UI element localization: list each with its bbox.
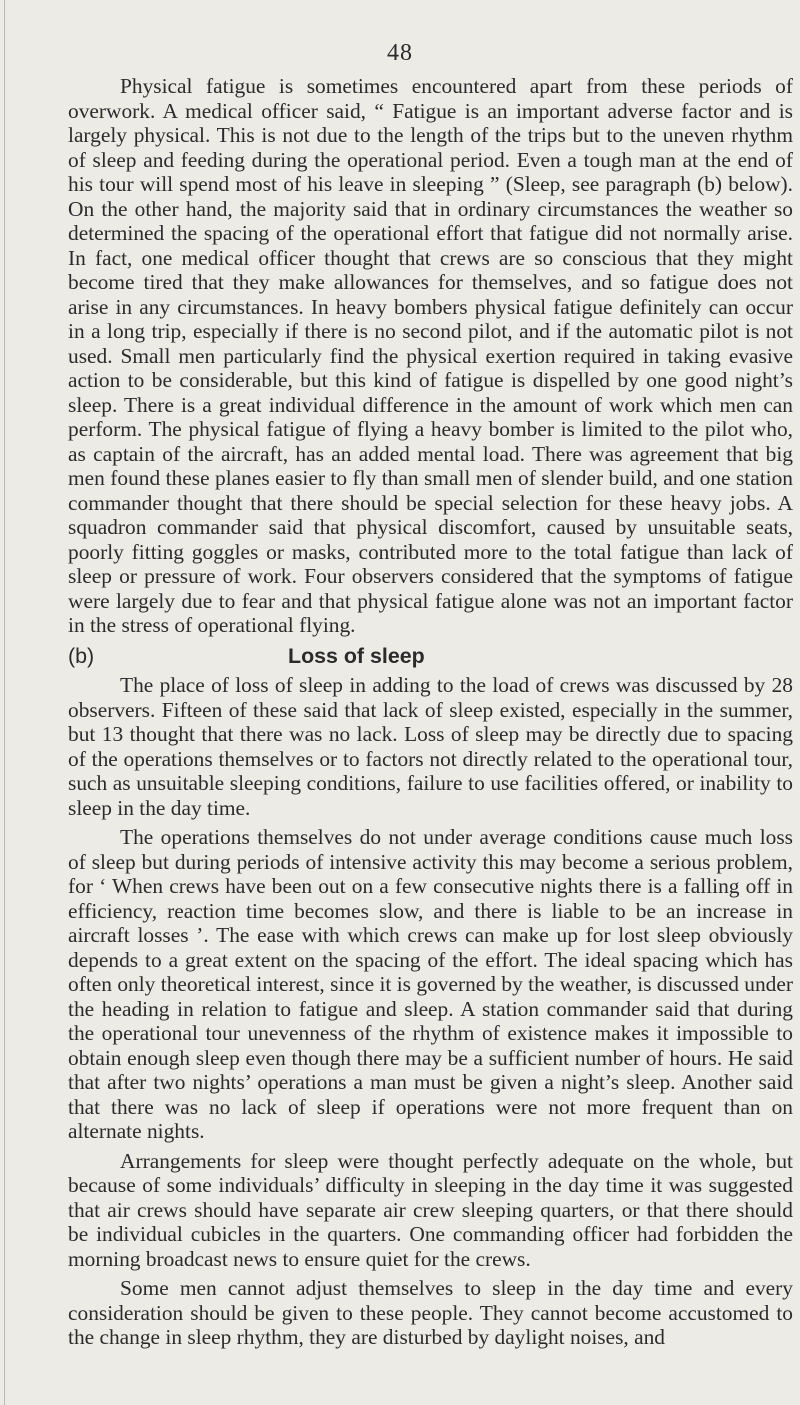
- section-heading-loss-of-sleep: [68, 644, 793, 669]
- paragraph-operations-sleep: The operations themselves do not under average conditions cause much loss of sleep but during periods of intensive activity this may become a serious problem, for ‘ When crews have been out on a few consecutive nights there is a falling off in efficiency, reaction time becomes slow, and there is liable to be an increase in aircraft losses ’. The ease with which crews can make up for lost sleep obviously depends to a great extent on the spacing of the effort. The ideal spacing which has often only theoretical interest, since it is governed by the weather, is discussed under the heading in relation to fatigue and sleep. A station commander said that during the operational tour unevenness of the rhythm of existence makes it impossible to obtain enough sleep even though there may be a sufficient number of hours. He said that after two nights’ operations a man must be given a night’s sleep. Another said that there was no lack of sleep if operations were not more frequent than on alternate nights.: [68, 825, 793, 1143]
- body-text: [68, 74, 793, 1355]
- section-label: (b): [68, 643, 95, 668]
- paragraph-day-sleep: Some men cannot adjust themselves to sleep in the day time and every consideration should be given to these people. They cannot become accustomed to the change in sleep rhythm, they are disturbed by daylight noises, and: [68, 1276, 793, 1349]
- page-number: 48: [387, 40, 413, 66]
- paragraph-sleep-arrangements: Arrangements for sleep were thought perfectly adequate on the whole, but because of some individuals’ difficulty in sleeping in the day time it was suggested that air crews should have separate air crew sleeping quarters, or that there should be individual cubicles in the quarters. One commanding officer had forbidden the morning broadcast news to ensure quiet for the crews.: [68, 1148, 793, 1271]
- page-edge-line: [4, 0, 5, 1405]
- section-title: Loss of sleep: [288, 643, 425, 668]
- paragraph-loss-of-sleep-intro: The place of loss of sleep in adding to the load of crews was discussed by 28 observers. Fifteen of these said that lack of sleep existed, especially in the summer, but 13 thought that there was no lack. Loss of sleep may be directly due to spacing of the operations themselves or to factors not directly related to the operational tour, such as unsuitable sleeping conditions, failure to use facilities offered, or inability to sleep in the day time.: [68, 673, 793, 820]
- paragraph-physical-fatigue: Physical fatigue is sometimes encountered apart from these periods of overwork. A medical officer said, “ Fatigue is an important adverse factor and is largely physical. This is not due to the length of the trips but to the uneven rhythm of sleep and feeding during the operational period. Even a tough man at the end of his tour will spend most of his leave in sleeping ” (Sleep, see paragraph (b) below). On the other hand, the majority said that in ordinary circumstances the weather so determined the spacing of the operational effort that fatigue did not normally arise. In fact, one medical officer thought that crews are so conscious that they might become tired that they make allowances for themselves, and so fatigue does not arise in any circumstances. In heavy bombers physical fatigue definitely can occur in a long trip, especially if there is no second pilot, and if the automatic pilot is not used. Small men particularly find the physical exertion required in taking evasive action to be considerable, but this kind of fatigue is dispelled by one good night’s sleep. There is a great individual difference in the amount of work which men can perform. The physical fatigue of flying a heavy bomber is limited to the pilot who, as captain of the aircraft, has an added mental load. There was agreement that big men found these planes easier to fly than small men of slender build, and one station commander thought that there should be special selection for these heavy jobs. A squadron commander said that physical discomfort, caused by unsuitable seats, poorly fitting goggles or masks, contributed more to the total fatigue than lack of sleep or pressure of work. Four observers considered that the symptoms of fatigue were largely due to fear and that physical fatigue alone was not an important factor in the stress of operational flying.: [68, 74, 793, 637]
